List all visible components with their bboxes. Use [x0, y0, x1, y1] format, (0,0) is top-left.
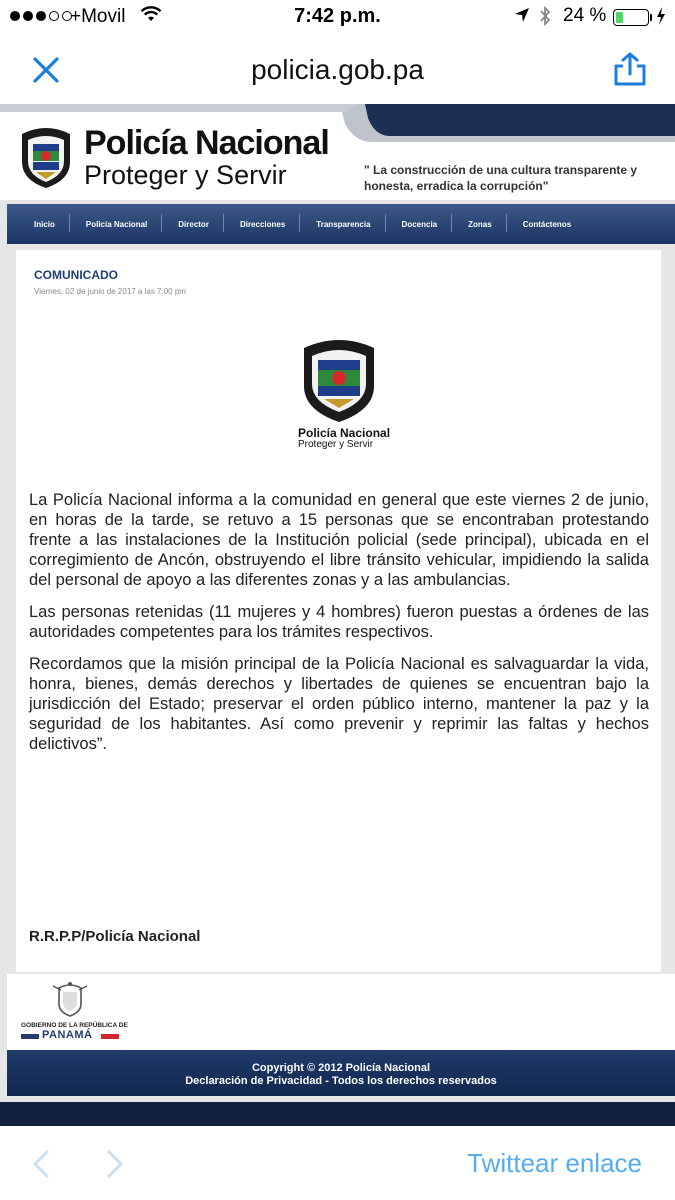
nav-item-contactenos[interactable]: Contáctenos [522, 219, 572, 229]
location-arrow-icon [514, 7, 530, 23]
nav-item-direcciones[interactable]: Direcciones [240, 220, 300, 229]
site-subtitle: Proteger y Servir [84, 160, 287, 190]
main-navigation [7, 204, 675, 244]
flag-bar-red [101, 1034, 119, 1039]
forward-arrow-icon[interactable] [104, 1148, 126, 1180]
nav-item-policia-nacional[interactable]: Policía Nacional [86, 220, 162, 229]
back-arrow-icon[interactable] [30, 1148, 52, 1180]
web-page [0, 104, 675, 1126]
article-signature: R.R.P.P/Policía Nacional [29, 928, 201, 945]
nav-item-inicio[interactable]: Inicio [34, 220, 70, 229]
battery-icon [613, 9, 649, 26]
article-card [16, 250, 661, 972]
clock: 7:42 p.m. [294, 5, 381, 27]
coat-of-arms-icon [51, 980, 89, 1018]
battery-tip [650, 14, 652, 21]
status-bar [0, 0, 675, 34]
government-country: PANAMÁ [42, 1029, 93, 1041]
site-motto: " La construcción de una cultura transparente y honesta, erradica la corrupción" [364, 163, 638, 193]
nav-item-docencia[interactable]: Docencia [402, 220, 453, 229]
police-badge-icon [16, 126, 76, 190]
government-label: GOBIERNO DE LA REPÚBLICA DE [21, 1022, 128, 1029]
nav-item-transparencia[interactable]: Transparencia [316, 220, 385, 229]
article-date: Viernes, 02 de junio de 2017 a las 7:00 pm [34, 287, 186, 296]
police-badge-logo [298, 336, 380, 424]
article-body [29, 490, 649, 766]
article-title[interactable]: COMUNICADO [34, 268, 118, 282]
site-header [0, 104, 675, 200]
article-paragraph: La Policía Nacional informa a la comunidad en general que este viernes 2 de junio, en horas de la tarde, se retuvo a 15 personas que se encontraban protestando frente a las instalaciones de la Institución policial (sede principal), ubicada en el corregimiento de Ancón, obstruyendo el libre tránsito vehicular, impidiendo la salida del personal de apoyo a las diferentes zonas y a las ambulancias. [29, 491, 649, 589]
logo-caption-name: Policía Nacional [298, 426, 391, 440]
footer-copyright: Copyright © 2012 Policía Nacional [251, 1062, 431, 1074]
site-footer [7, 1050, 675, 1096]
battery-level-fill [616, 12, 623, 23]
article-paragraph: Las personas retenidas (11 mujeres y 4 hombres) fueron puestas a órdenes de las autoridades competentes para los trámites respectivos. [29, 603, 649, 641]
page-bottom-band [0, 1102, 675, 1126]
government-logo-strip [7, 974, 675, 1050]
flag-bar-blue [21, 1034, 39, 1039]
article-paragraph: Recordamos que la misión principal de la Policía Nacional es salvaguardar la vida, honra, bienes, demás derechos y libertades de quienes se encuentran bajo la jurisdicción del Estado; preservar el orden público interno, mantener la paz y la seguridad de los habitantes. Así como prevenir y reprimir las faltas y hechos delictivos”. [29, 655, 649, 753]
browser-header [0, 34, 675, 104]
battery-percentage: 24 % [563, 5, 607, 26]
tweet-link-button[interactable]: Twittear enlace [467, 1148, 642, 1178]
bluetooth-icon [538, 5, 552, 27]
share-icon[interactable] [610, 50, 650, 90]
carrier-name: +Movil [70, 6, 126, 27]
browser-toolbar [0, 1126, 675, 1200]
site-title: Policía Nacional [84, 124, 329, 162]
nav-item-zonas[interactable]: Zonas [468, 220, 507, 229]
logo-caption-motto: Proteger y Servir [298, 439, 374, 450]
charging-bolt-icon [656, 7, 666, 25]
footer-privacy-link[interactable]: Declaración de Privacidad - Todos los derechos reservados [185, 1075, 497, 1087]
url-label[interactable]: policia.gob.pa [251, 54, 424, 85]
nav-item-director[interactable]: Director [178, 220, 224, 229]
